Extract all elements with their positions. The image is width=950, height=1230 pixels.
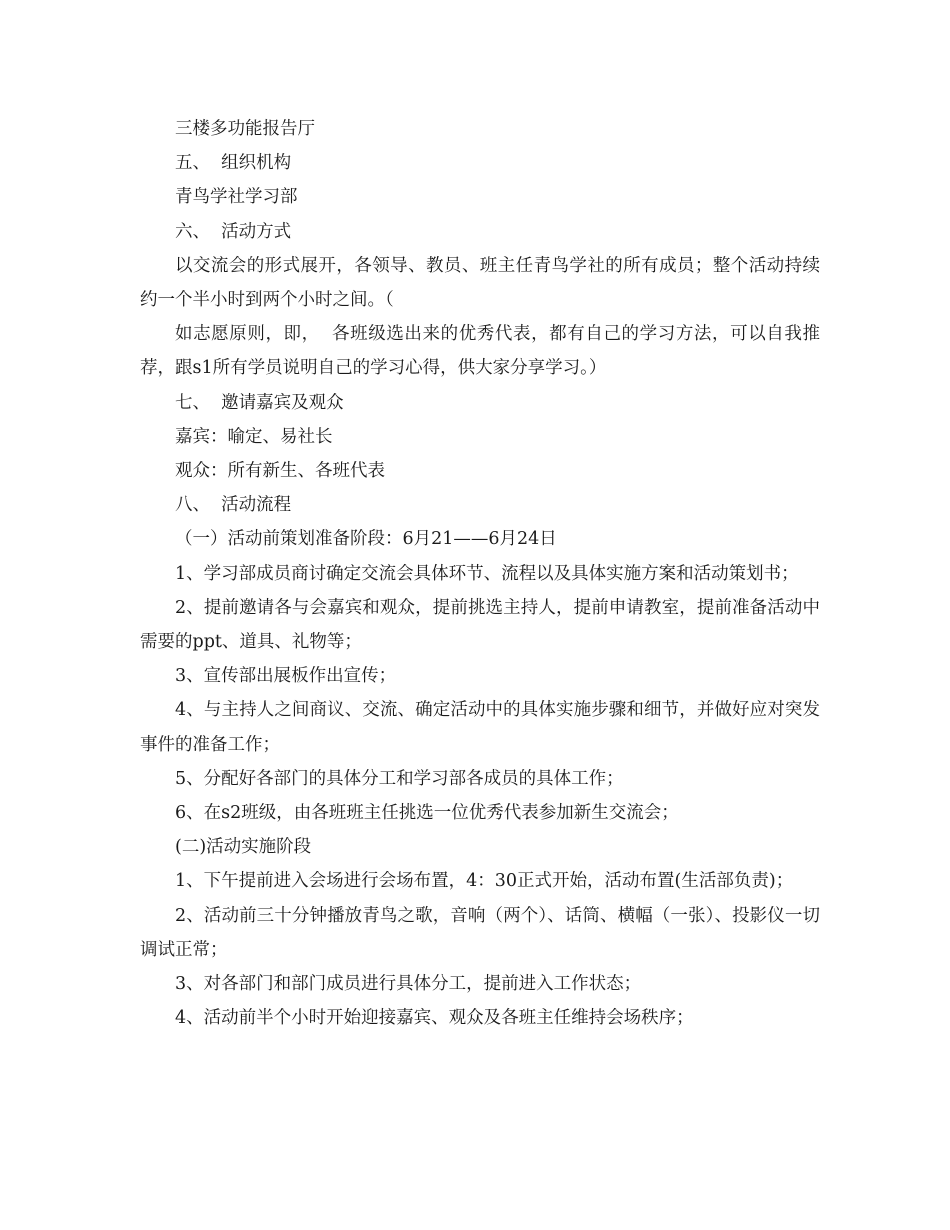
list-item: 4、活动前半个小时开始迎接嘉宾、观众及各班主任维持会场秩序；	[175, 1008, 694, 1029]
document-body	[140, 112, 820, 1035]
section-heading-organization: 五、 组织机构	[175, 153, 292, 174]
section-heading-process: 八、 活动流程	[175, 495, 292, 516]
subsection-preparation: （一）活动前策划准备阶段：6月21——6月24日	[175, 529, 557, 550]
volunteer-paragraph: 如志愿原则，即， 各班级选出来的优秀代表，都有自己的学习方法，可以自我推荐，跟s1所有学员说明自己的学习心得，供大家分享学习。）	[140, 324, 820, 379]
list-item: 4、与主持人之间商议、交流、确定活动中的具体实施步骤和细节，并做好应对突发事件的准备工作；	[140, 700, 820, 755]
list-item: 1、下午提前进入会场进行会场布置，4：30正式开始，活动布置(生活部负责)；	[175, 871, 794, 892]
list-item: 3、对各部门和部门成员进行具体分工，提前进入工作状态；	[175, 974, 642, 995]
organization-line: 青鸟学社学习部	[175, 187, 298, 208]
venue-line: 三楼多功能报告厅	[175, 119, 315, 139]
section-heading-guests: 七、 邀请嘉宾及观众	[175, 392, 344, 413]
guests-line: 嘉宾：喻定、易社长	[175, 426, 333, 447]
list-item: 3、宣传部出展板作出宣传；	[175, 666, 397, 687]
subsection-implementation: (二)活动实施阶段	[175, 837, 312, 858]
list-item: 1、学习部成员商讨确定交流会具体环节、流程以及具体实施方案和活动策划书；	[175, 563, 799, 584]
list-item: 5、分配好各部门的具体分工和学习部各成员的具体工作；	[175, 768, 624, 789]
audience-line: 观众：所有新生、各班代表	[175, 461, 385, 482]
list-item: 2、提前邀请各与会嘉宾和观众，提前挑选主持人，提前申请教室，提前准备活动中需要的ppt、道具、礼物等；	[140, 597, 820, 653]
format-paragraph: 以交流会的形式展开，各领导、教员、班主任青鸟学社的所有成员；整个活动持续约一个半小时到两个小时之间。（	[140, 255, 820, 311]
list-item: 6、在s2班级，由各班班主任挑选一位优秀代表参加新生交流会；	[175, 803, 679, 824]
list-item: 2、活动前三十分钟播放青鸟之歌，音响（两个）、话筒、横幅（一张）、投影仪一切调试正常；	[140, 905, 820, 960]
section-heading-format: 六、 活动方式	[175, 221, 292, 242]
